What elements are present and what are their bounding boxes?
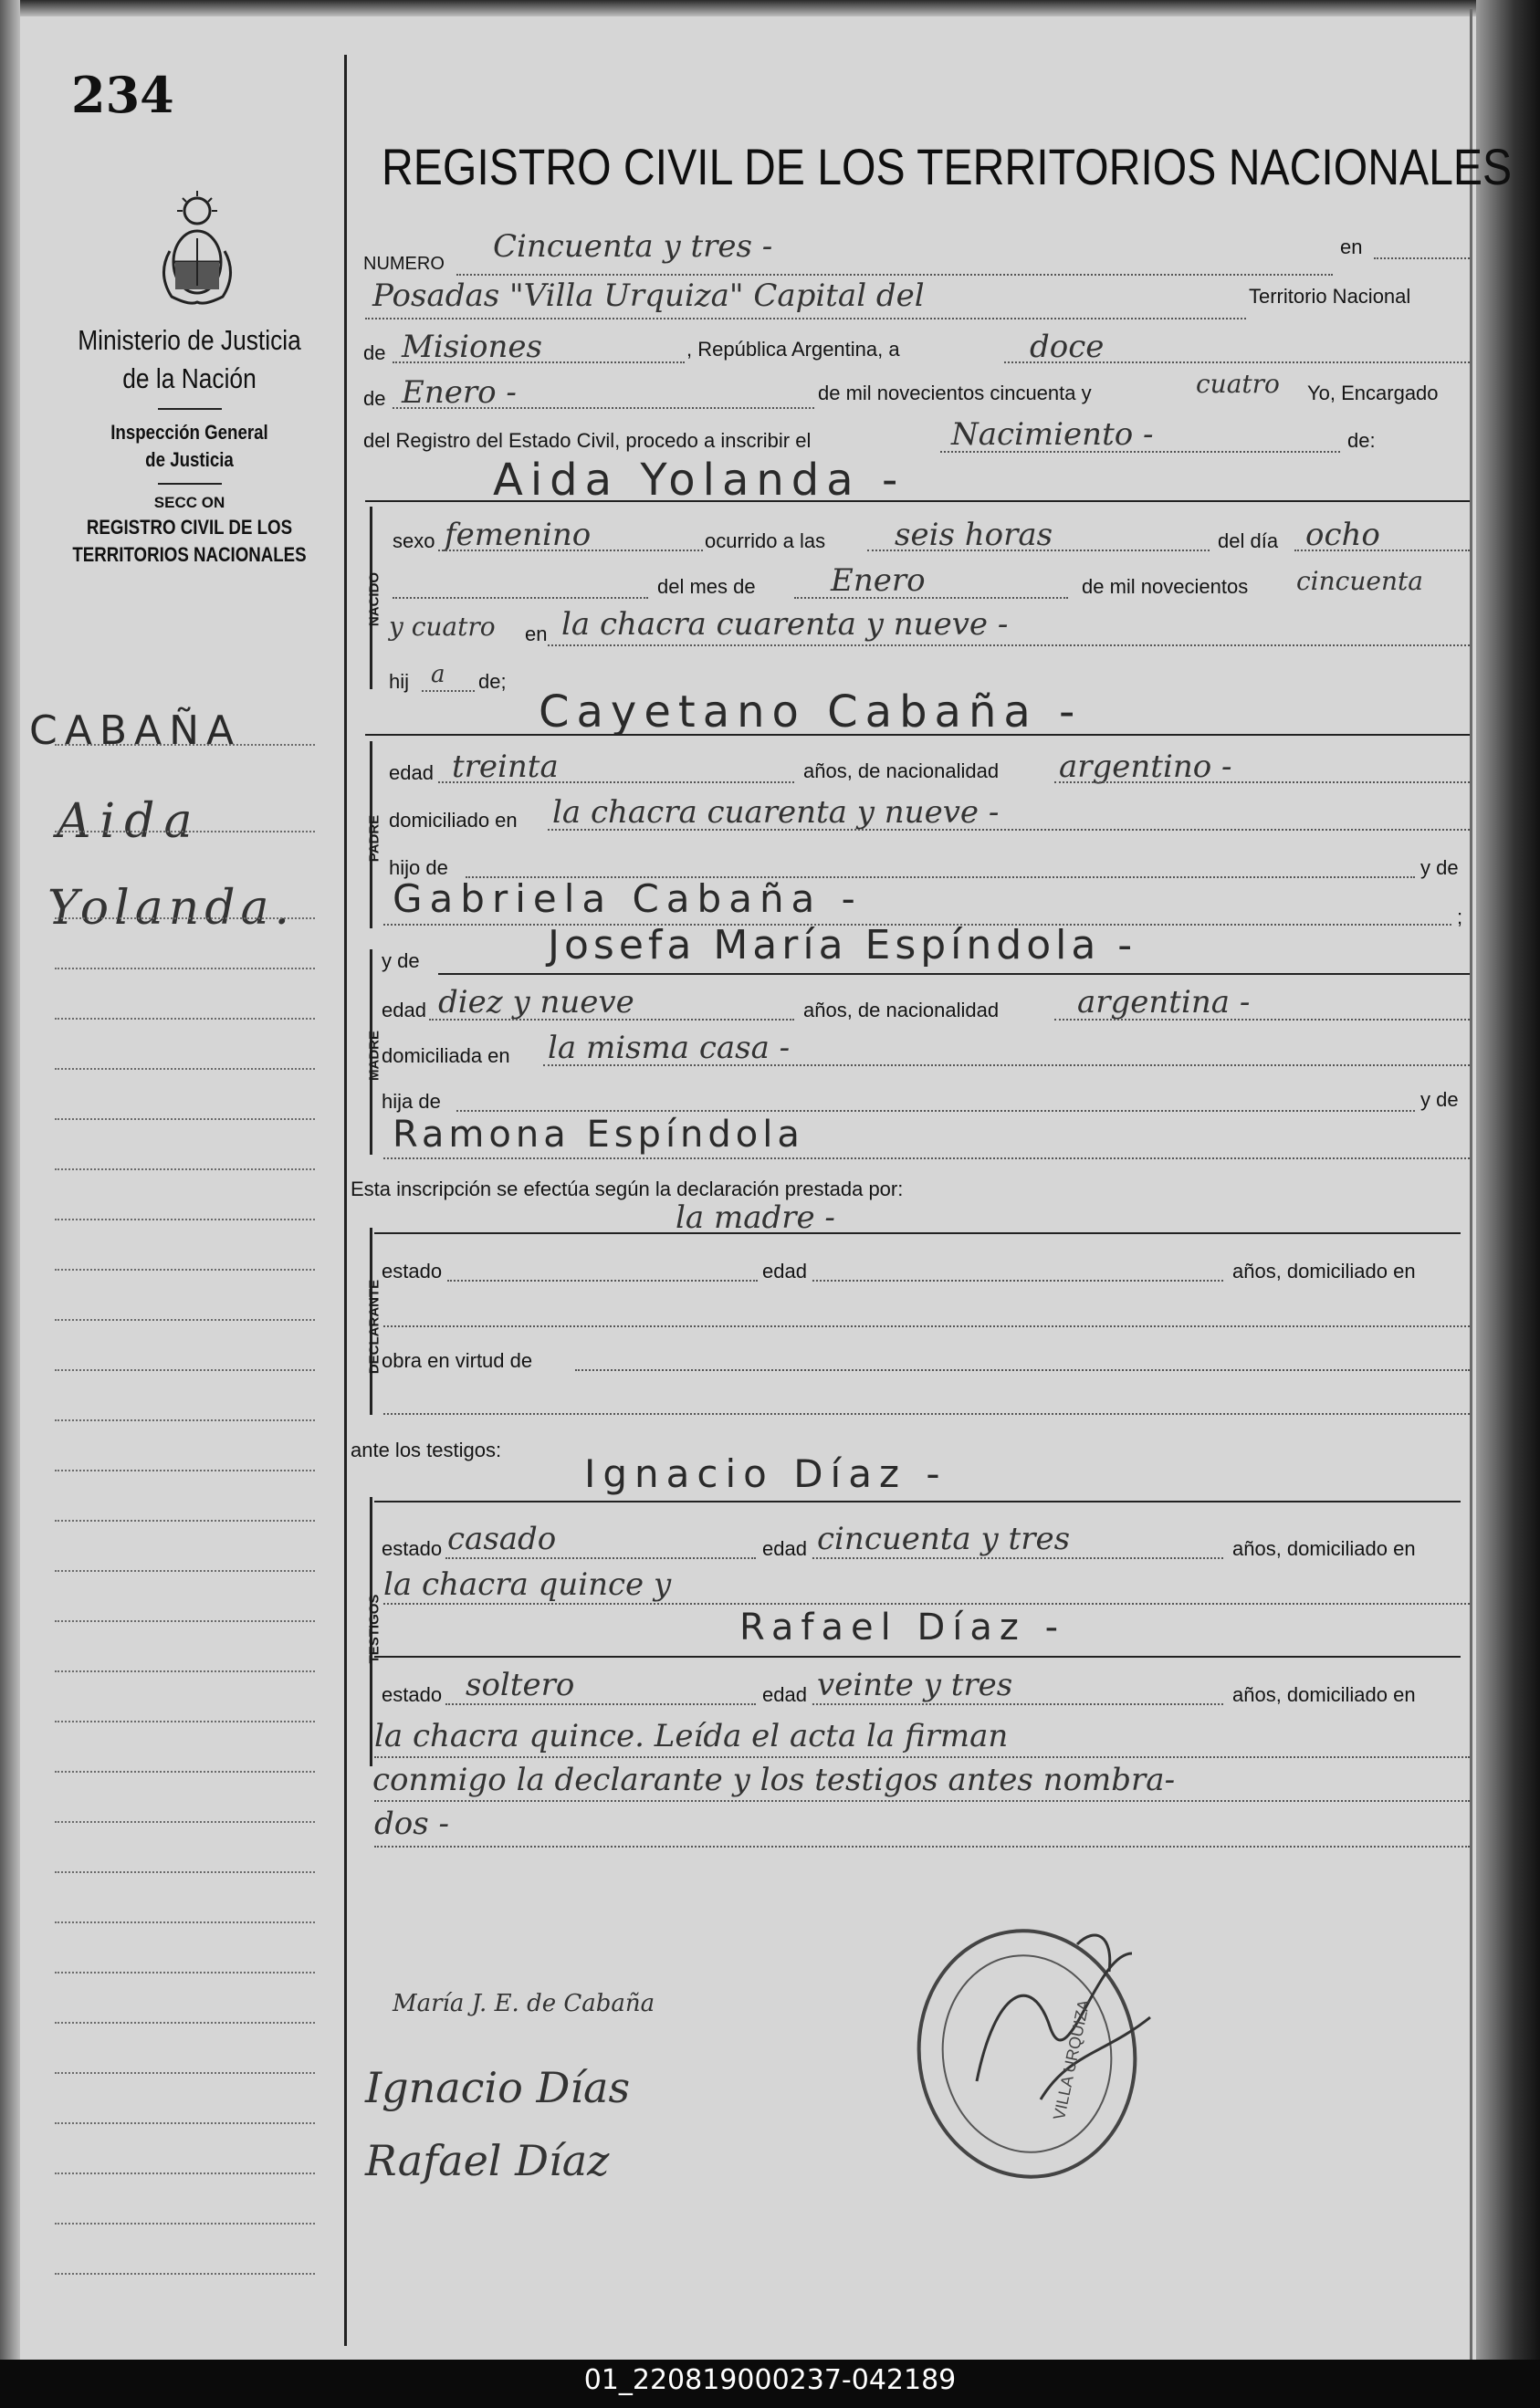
- declarante-anos-label: años, domiciliado en: [1232, 1260, 1416, 1283]
- stamp-text: VILLA URQUIZA: [1050, 1997, 1094, 2122]
- margin-line: [55, 2273, 315, 2275]
- margin-line: [55, 1670, 315, 1672]
- margin-line: [55, 1721, 315, 1722]
- madre-edad-line: [429, 1019, 794, 1021]
- padre-nac-value: argentino -: [1059, 749, 1232, 785]
- madre-dom-value: la misma casa -: [548, 1030, 791, 1066]
- scan-file-id: 01_220819000237-042189: [583, 2364, 957, 2396]
- name-rule: [365, 500, 1470, 502]
- padre-anos-label: años, de nacionalidad: [803, 759, 1000, 782]
- margin-surname: CABAÑA: [29, 707, 242, 754]
- padre-dom-line: [548, 829, 1470, 831]
- firma-testigo-1: Ignacio Días: [365, 2063, 631, 2112]
- section-line-1: SECC ON: [153, 494, 225, 511]
- testigo1-estado-label: estado: [382, 1537, 443, 1560]
- testigo2-estado-value: soltero: [466, 1667, 575, 1703]
- en-line: [1374, 257, 1470, 259]
- testigo2-name-value: Rafael Díaz -: [739, 1607, 1066, 1649]
- ocurrido-label: ocurrido a las: [705, 529, 826, 552]
- declarante-value: la madre -: [676, 1199, 835, 1236]
- acto-value: Nacimiento -: [951, 416, 1154, 453]
- hora-value: seis horas: [895, 517, 1053, 553]
- margin-line: [55, 1821, 315, 1823]
- madre-dom-line: [543, 1064, 1470, 1066]
- page-shadow-right: [1476, 0, 1540, 2360]
- margin-middle-name: Yolanda.: [47, 881, 296, 936]
- firma-testigo-2: Rafael Díaz: [365, 2136, 610, 2185]
- hij-label: hij: [389, 670, 410, 693]
- territorio-value: Misiones: [402, 329, 542, 365]
- yo-encargado-label: Yo, Encargado: [1307, 382, 1439, 404]
- mes-line: [393, 407, 814, 409]
- padre-edad-label: edad: [389, 761, 434, 784]
- margin-line: [55, 744, 315, 746]
- del-dia-label: del día: [1218, 529, 1279, 552]
- testigos-section-label: TESTIGOS: [366, 1594, 382, 1664]
- madre-dom-label: domiciliada en: [382, 1044, 510, 1067]
- margin-line: [55, 2223, 315, 2225]
- acto-line: [940, 451, 1340, 453]
- child-name-value: Aida Yolanda -: [493, 455, 906, 506]
- sidebar-divider-2: [158, 483, 222, 485]
- mes-value: Enero -: [402, 374, 517, 411]
- margin-line: [55, 1219, 315, 1220]
- numero-line: [456, 274, 1333, 276]
- margin-line: [55, 2072, 315, 2074]
- padre-semicolon: ;: [1457, 906, 1463, 928]
- declarante-estado-line: [447, 1280, 758, 1282]
- obra-line-2: [383, 1413, 1470, 1415]
- margin-line: [55, 1369, 315, 1371]
- del-mes-label: del mes de: [657, 575, 756, 598]
- lugar-value: Posadas "Villa Urquiza" Capital del: [372, 277, 925, 314]
- margin-line: [55, 1018, 315, 1020]
- dia-nac-value: ocho: [1305, 517, 1380, 553]
- dia-nac-line: [1294, 550, 1470, 551]
- madre-madre-value: Ramona Espíndola: [393, 1114, 804, 1156]
- de-mil-nov-label: de mil novecientos: [1082, 575, 1249, 598]
- margin-line: [55, 2122, 315, 2124]
- lugar-nac-value: la chacra cuarenta y nueve -: [561, 606, 1009, 643]
- republica-label: , República Argentina, a: [686, 338, 900, 361]
- testigo1-edad-line: [812, 1557, 1223, 1559]
- sexo-line: [438, 550, 703, 551]
- testigo2-edad-value: veinte y tres: [817, 1667, 1013, 1703]
- testigo2-estado-line: [445, 1703, 756, 1705]
- testigo1-estado-value: casado: [447, 1521, 557, 1557]
- firma-declarante: María J. E. de Cabaña: [393, 1990, 655, 2017]
- ante-testigos-label: ante los testigos:: [351, 1439, 502, 1461]
- margin-line: [55, 1319, 315, 1321]
- declarante-section-label: DECLARANTE: [366, 1279, 382, 1375]
- page-number: 234: [71, 66, 174, 124]
- margin-line: [55, 1419, 315, 1421]
- declarante-estado-label: estado: [382, 1260, 443, 1283]
- ministry-line-1: Ministerio de Justicia: [78, 324, 301, 356]
- testigo1-dom-value: la chacra quince y: [383, 1566, 672, 1603]
- margin-line: [55, 1620, 315, 1622]
- nota-line-2: conmigo la declarante y los testigos antes nombra-: [372, 1762, 1176, 1798]
- coat-of-arms-icon: [153, 187, 241, 310]
- dia-line: [1004, 361, 1470, 363]
- padre-nac-line: [1054, 781, 1470, 783]
- declarante-edad-label: edad: [762, 1260, 807, 1283]
- testigo1-edad-value: cincuenta y tres: [817, 1521, 1071, 1557]
- inspection-line-1: Inspección General: [110, 421, 268, 444]
- sexo-value: femenino: [445, 517, 592, 553]
- obra-line: [575, 1369, 1470, 1371]
- padre-name-value: Cayetano Cabaña -: [539, 686, 1083, 738]
- declarante-edad-line: [812, 1280, 1223, 1282]
- madre-y-de-label-2: y de: [1420, 1088, 1459, 1111]
- territorio-label: Territorio Nacional: [1249, 285, 1411, 308]
- madre-rule: [438, 973, 1470, 975]
- testigo2-edad-label: edad: [762, 1683, 807, 1706]
- padre-edad-line: [438, 781, 794, 783]
- declarante-dom-line: [383, 1325, 1470, 1327]
- ministry-line-2: de la Nación: [122, 362, 257, 394]
- padre-hijo-label: hijo de: [389, 856, 448, 879]
- de-colon-label: de:: [1347, 429, 1376, 452]
- padre-madre-value: Gabriela Cabaña -: [393, 876, 863, 921]
- nota-rule-3: [374, 1846, 1470, 1848]
- testigo2-rule: [374, 1656, 1461, 1658]
- hora-line: [867, 550, 1210, 551]
- en-label-2: en: [525, 623, 548, 645]
- madre-nac-value: argentina -: [1077, 984, 1251, 1021]
- margin-line: [55, 1168, 315, 1170]
- margin-line: [55, 1470, 315, 1471]
- lugar-line: [365, 318, 1246, 319]
- anio-value: cuatro: [1196, 369, 1280, 399]
- lugar-nac-line: [548, 644, 1470, 646]
- padre-section-label: PADRE: [366, 814, 382, 863]
- anio-nac-value-1: cincuenta: [1296, 566, 1423, 596]
- dia-value: doce: [1030, 329, 1105, 365]
- margin-line: [55, 1972, 315, 1974]
- margin-line: [55, 917, 315, 919]
- testigo1-anos-label: años, domiciliado en: [1232, 1537, 1416, 1560]
- section-line-3: TERRITORIOS NACIONALES: [72, 543, 307, 566]
- margin-line: [55, 1118, 315, 1120]
- numero-label: NUMERO: [363, 254, 445, 274]
- madre-edad-value: diez y nueve: [438, 984, 634, 1021]
- de2-label: de: [363, 387, 386, 410]
- inspection-line-2: de Justicia: [145, 448, 234, 471]
- madre-madre-line: [383, 1157, 1470, 1159]
- territorio-line: [393, 361, 685, 363]
- margin-first-name: Aida: [57, 794, 202, 849]
- sidebar-divider: [158, 408, 222, 410]
- margin-line: [55, 1520, 315, 1522]
- del-registro-label: del Registro del Estado Civil, procedo a inscribir el: [363, 429, 812, 452]
- testigo1-edad-label: edad: [762, 1537, 807, 1560]
- madre-section-label: MADRE: [366, 1031, 382, 1081]
- hij-suffix-value: a: [431, 661, 445, 688]
- testigo2-estado-label: estado: [382, 1683, 443, 1706]
- padre-dom-label: domiciliado en: [389, 809, 518, 832]
- declarante-rule: [374, 1232, 1461, 1234]
- margin-line: [55, 2172, 315, 2174]
- margin-line: [55, 831, 315, 832]
- nota-line-1: la chacra quince. Leída el acta la firman: [374, 1718, 1009, 1754]
- padre-rule: [365, 734, 1470, 736]
- official-stamp-icon: [913, 1917, 1178, 2227]
- testigo2-edad-line: [812, 1703, 1223, 1705]
- testigo1-dom-line: [383, 1603, 1470, 1605]
- margin-line: [55, 1570, 315, 1572]
- padre-dom-value: la chacra cuarenta y nueve -: [552, 794, 1000, 831]
- section-line-2: REGISTRO CIVIL DE LOS: [86, 516, 293, 539]
- nota-rule-1: [374, 1756, 1470, 1758]
- margin-divider: [344, 55, 347, 2346]
- hij-de-label: de;: [478, 670, 507, 693]
- margin-line: [55, 1771, 315, 1773]
- mes-nac-value: Enero: [831, 562, 926, 599]
- madre-nac-line: [1054, 1019, 1470, 1021]
- madre-name-value: Josefa María Espíndola -: [548, 922, 1137, 968]
- margin-line: [55, 1921, 315, 1923]
- madre-anos-label: años, de nacionalidad: [803, 999, 1000, 1021]
- padre-y-de-label: y de: [1420, 856, 1459, 879]
- margin-line: [55, 1269, 315, 1271]
- madre-hija-line: [456, 1110, 1415, 1112]
- nota-line-3: dos -: [374, 1806, 449, 1842]
- mil-nov-label: de mil novecientos cincuenta y: [818, 382, 1092, 404]
- margin-line: [55, 1871, 315, 1873]
- madre-hija-label: hija de: [382, 1090, 441, 1113]
- page-shadow-left: [0, 0, 20, 2360]
- anio-nac-value-2: y cuatro: [389, 612, 496, 642]
- binder-edge: [1470, 9, 1472, 2360]
- testigo1-estado-line: [445, 1557, 756, 1559]
- de-label: de: [363, 341, 386, 364]
- testigo1-rule: [374, 1501, 1461, 1502]
- madre-y-de-label: y de: [382, 949, 420, 972]
- inscripcion-label: Esta inscripción se efectúa según la declaración prestada por:: [351, 1178, 904, 1200]
- mes-nac-line: [794, 597, 1068, 599]
- margin-line: [55, 2022, 315, 2024]
- mes-nac-lead-line: [393, 597, 648, 599]
- numero-value: Cincuenta y tres -: [493, 228, 773, 265]
- sexo-label: sexo: [393, 529, 435, 552]
- page-shadow-top: [0, 0, 1540, 16]
- margin-line: [55, 968, 315, 969]
- testigo1-name-value: Ignacio Díaz -: [584, 1451, 948, 1496]
- obra-label: obra en virtud de: [382, 1349, 533, 1372]
- nota-rule-2: [374, 1800, 1470, 1802]
- testigo2-anos-label: años, domiciliado en: [1232, 1683, 1416, 1706]
- page-title: REGISTRO CIVIL DE LOS TERRITORIOS NACIONALES: [382, 138, 1513, 195]
- madre-edad-label: edad: [382, 999, 426, 1021]
- nacido-section-label: NACIDO: [366, 571, 382, 627]
- en-label: en: [1340, 236, 1363, 258]
- margin-line: [55, 1068, 315, 1070]
- padre-edad-value: treinta: [452, 749, 559, 785]
- hij-line: [422, 690, 475, 692]
